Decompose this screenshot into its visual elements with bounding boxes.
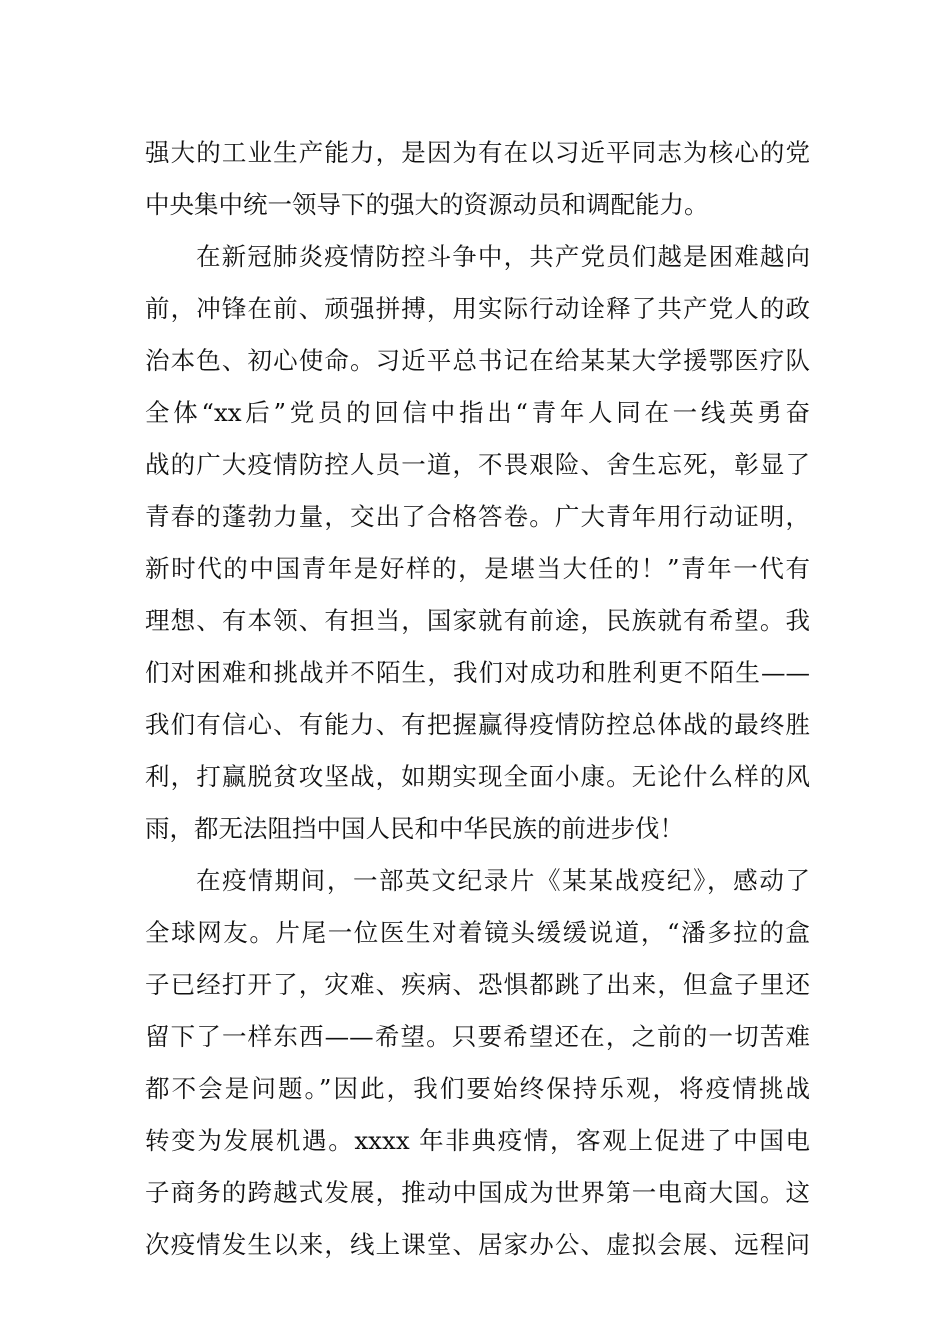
text-line: 转变为发展机遇。xxxx 年非典疫情，客观上促进了中国电 (145, 1126, 810, 1155)
text-line: 战的广大疫情防控人员一道，不畏艰险、舍生忘死，彰显了 (145, 450, 810, 479)
text-line: 都不会是问题。”因此，我们要始终保持乐观，将疫情挑战 (145, 1074, 810, 1103)
text-line: 强大的工业生产能力，是因为有在以习近平同志为核心的党 (145, 138, 810, 167)
text-line: 全球网友。片尾一位医生对着镜头缓缓说道，“潘多拉的盒 (145, 918, 810, 947)
document-body (145, 127, 810, 1271)
text-line: 们对困难和挑战并不陌生，我们对成功和胜利更不陌生—— (145, 658, 810, 687)
text-line: 次疫情发生以来，线上课堂、居家办公、虚拟会展、远程问 (145, 1230, 810, 1259)
text-line: 青春的蓬勃力量，交出了合格答卷。广大青年用行动证明， (145, 502, 810, 531)
text-line: 治本色、初心使命。习近平总书记在给某某大学援鄂医疗队 (145, 346, 810, 375)
text-line: 新时代的中国青年是好样的，是堪当大任的！”青年一代有 (145, 554, 810, 583)
text-line: 在疫情期间，一部英文纪录片《某某战疫纪》，感动了 (196, 866, 810, 895)
text-line: 利，打赢脱贫攻坚战，如期实现全面小康。无论什么样的风 (145, 762, 810, 791)
text-line: 理想、有本领、有担当，国家就有前途，民族就有希望。我 (145, 606, 810, 635)
text-line: 前，冲锋在前、顽强拼搏，用实际行动诠释了共产党人的政 (145, 294, 810, 323)
text-line: 在新冠肺炎疫情防控斗争中，共产党员们越是困难越向 (196, 242, 810, 271)
text-line: 雨，都无法阻挡中国人民和中华民族的前进步伐！ (145, 814, 684, 843)
text-line: 子已经打开了，灾难、疾病、恐惧都跳了出来，但盒子里还 (145, 970, 810, 999)
text-line: 中央集中统一领导下的强大的资源动员和调配能力。 (145, 190, 709, 219)
text-line: 子商务的跨越式发展，推动中国成为世界第一电商大国。这 (145, 1178, 810, 1207)
text-line: 全体“xx后”党员的回信中指出“青年人同在一线英勇奋 (145, 398, 810, 427)
text-line: 我们有信心、有能力、有把握赢得疫情防控总体战的最终胜 (145, 710, 810, 739)
text-line: 留下了一样东西——希望。只要希望还在，之前的一切苦难 (145, 1022, 810, 1051)
